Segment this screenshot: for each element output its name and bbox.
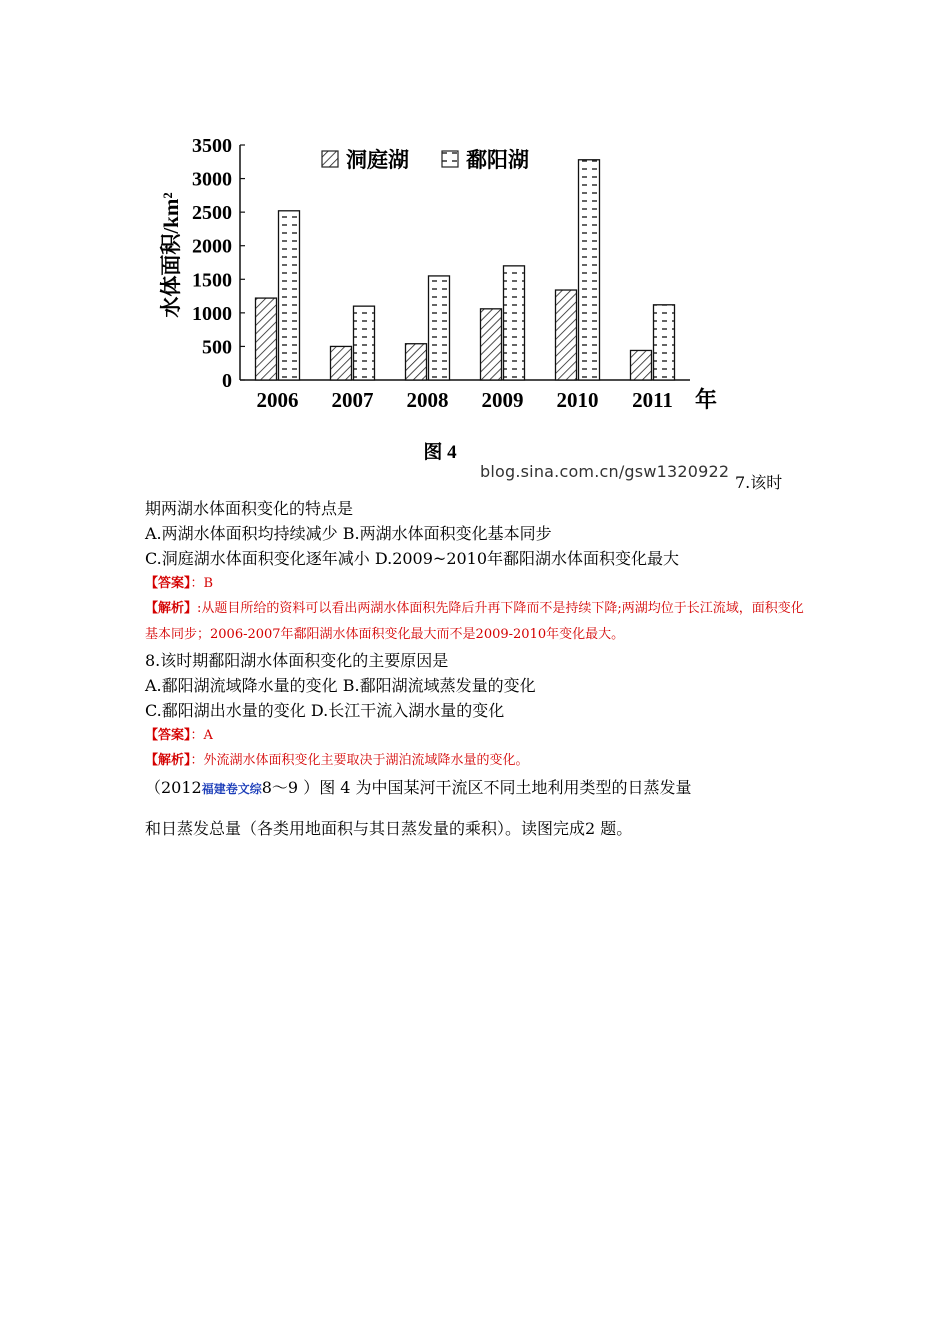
bar-poyang-2007	[354, 306, 375, 380]
q7-options-ab: A.两湖水体面积均持续减少 B.两湖水体面积变化基本同步	[145, 524, 552, 543]
q7-stem-tail: 期两湖水体面积变化的特点是	[145, 499, 354, 518]
x-tick-label: 2011	[632, 388, 673, 412]
figure-caption: 图 4	[423, 442, 457, 463]
legend	[322, 148, 529, 172]
bar-dongting-2010	[556, 290, 577, 380]
y-tick-label: 0	[222, 370, 232, 392]
bar-dongting-2011	[631, 350, 652, 380]
q8-analysis	[145, 748, 815, 774]
q7-stem-head: 该时	[750, 473, 783, 492]
y-tick-label: 1000	[192, 302, 232, 325]
q7-answer	[145, 571, 815, 596]
bar-chart	[150, 125, 730, 470]
q8-answer	[145, 723, 815, 748]
y-tick-label: 2000	[192, 235, 232, 258]
x-tick-label: 2009	[481, 388, 524, 412]
x-tick-label: 2007	[331, 388, 374, 412]
q7-analysis-tag: 【解析】	[145, 601, 198, 616]
q8-answer-value: ：A	[190, 728, 213, 743]
bar-dongting-2007	[331, 346, 352, 380]
next-source: 福建卷文综	[201, 782, 262, 796]
bar-poyang-2011	[654, 305, 675, 380]
y-tick-label: 1500	[192, 269, 232, 292]
y-tick-label: 3000	[192, 168, 232, 191]
q8-options-cd: C.鄱阳湖出水量的变化 D.长江干流入湖水量的变化	[145, 701, 505, 720]
bar-poyang-2008	[429, 276, 450, 380]
x-axis-unit: 年	[695, 387, 718, 412]
q8-answer-tag: 【答案】	[145, 728, 191, 743]
y-tick-label: 2500	[192, 202, 232, 225]
bar-dongting-2006	[256, 298, 277, 380]
q7-number: 7.	[735, 473, 751, 492]
y-tick-label: 3500	[192, 135, 232, 157]
bar-dongting-2009	[481, 309, 502, 380]
q7-options-cd: C.洞庭湖水体面积变化逐年减小 D.2009~2010年鄱阳湖水体面积变化最大	[145, 549, 680, 568]
next-question-intro	[145, 774, 815, 803]
q7-analysis-text: :从题目所给的资料可以看出两湖水体面积先降后升再下降而不是持续下降;两湖均位于长江流域，面积变化基本同步；2006-2007年鄱阳湖水体面积变化最大而不是2009-2010年变化最大。	[145, 601, 804, 642]
x-tick-label: 2006	[256, 388, 299, 412]
next-range: 8～9 ）图 4 为中国某河干流区不同土地利用类型的日蒸发量	[261, 778, 692, 797]
next-prefix: （2012	[145, 778, 202, 797]
x-tick-label: 2008	[406, 388, 449, 412]
q8-analysis-text: ：外流湖水体面积变化主要取决于湖泊流域降水量的变化。	[190, 753, 529, 768]
next-question-line2: 和日蒸发总量（各类用地面积与其日蒸发量的乘积）。读图完成2 题。	[145, 819, 633, 838]
x-tick-label: 2010	[556, 388, 599, 412]
bar-poyang-2010	[579, 160, 600, 380]
legend-label-dongting: 洞庭湖	[346, 148, 409, 172]
q7-number-tail	[735, 470, 782, 493]
legend-label-poyang: 鄱阳湖	[466, 148, 529, 172]
q7-answer-value: ：B	[190, 576, 214, 591]
bar-poyang-2009	[504, 266, 525, 380]
q8-options-ab: A.鄱阳湖流域降水量的变化 B.鄱阳湖流域蒸发量的变化	[145, 676, 536, 695]
q8-stem: 8.该时期鄱阳湖水体面积变化的主要原因是	[145, 651, 449, 670]
bar-dongting-2008	[406, 344, 427, 380]
legend-swatch-poyang	[442, 151, 458, 167]
legend-swatch-dongting	[322, 151, 338, 167]
question-text	[145, 496, 815, 843]
bar-poyang-2006	[279, 211, 300, 380]
watermark: blog.sina.com.cn/gsw1320922	[480, 462, 730, 481]
q8-analysis-tag: 【解析】	[145, 753, 191, 768]
q7-analysis	[145, 596, 815, 648]
q7-answer-tag: 【答案】	[145, 576, 191, 591]
y-axis-label: 水体面积/km²	[159, 192, 183, 318]
y-tick-label: 500	[202, 336, 232, 359]
